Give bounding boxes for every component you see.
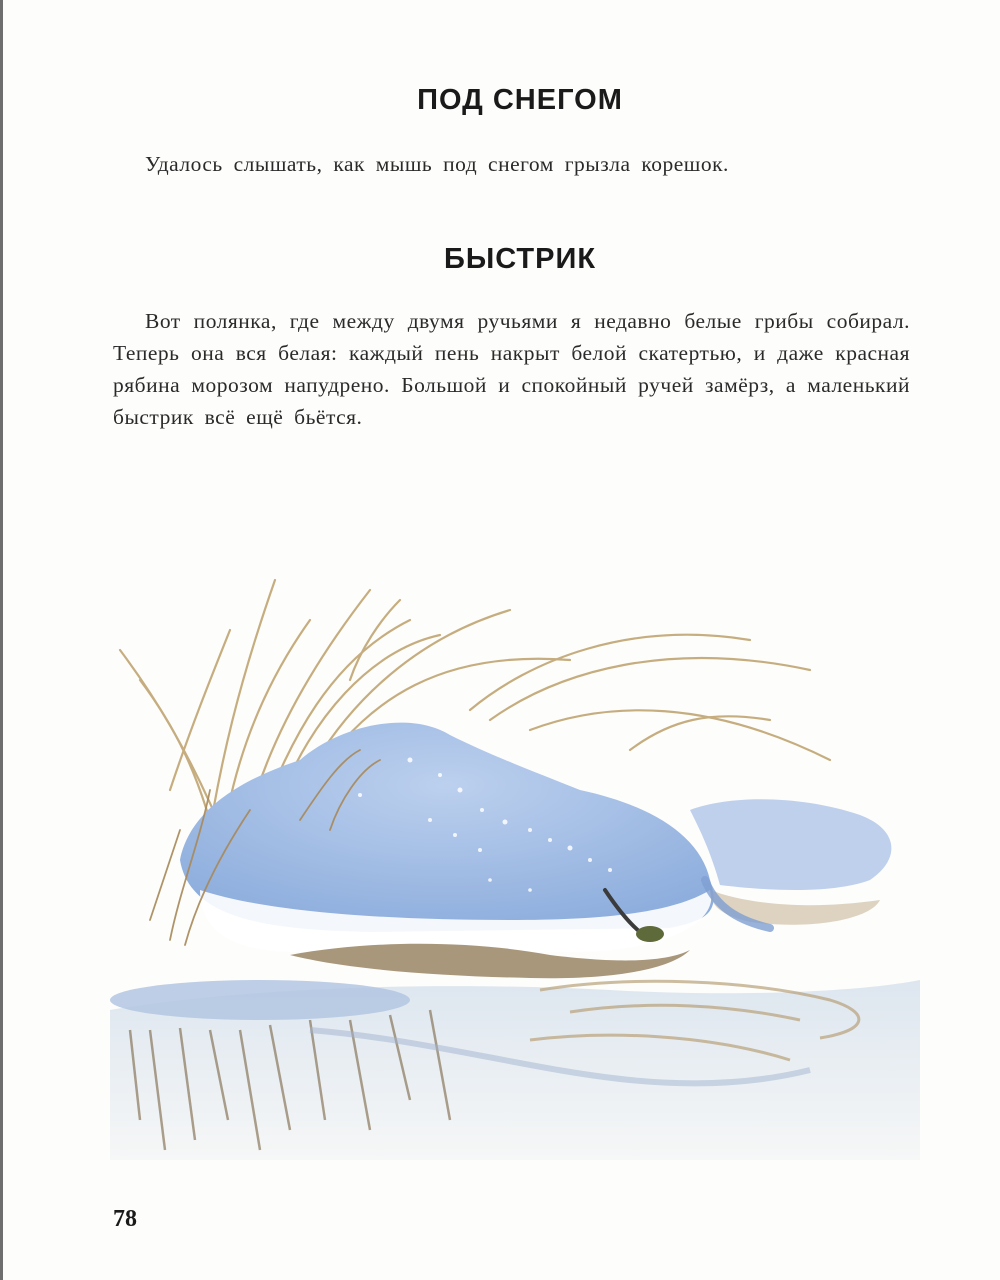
section-title-bystrik: БЫСТРИК <box>443 243 597 275</box>
paragraph-under-snow: Удалось слышать, как мышь под снегом грызла корешок. <box>145 152 729 176</box>
section-title-under-snow: ПОД СНЕГОМ <box>417 84 623 116</box>
page-edge <box>0 0 3 1280</box>
paragraph-bystrik: Вот полянка, где между двумя ручьями я недавно белые грибы собирал. Теперь она вся белая: каждый пень накрыт белой скатертью, и даже красная рябина морозом напудрено. Большой и спокойный ручей замёрз, а маленький быстрик всё ещё бьётся. <box>113 309 910 429</box>
stream-water <box>110 944 920 1160</box>
winter-stream-illustration <box>110 560 920 1180</box>
page-number: 78 <box>113 1206 137 1232</box>
